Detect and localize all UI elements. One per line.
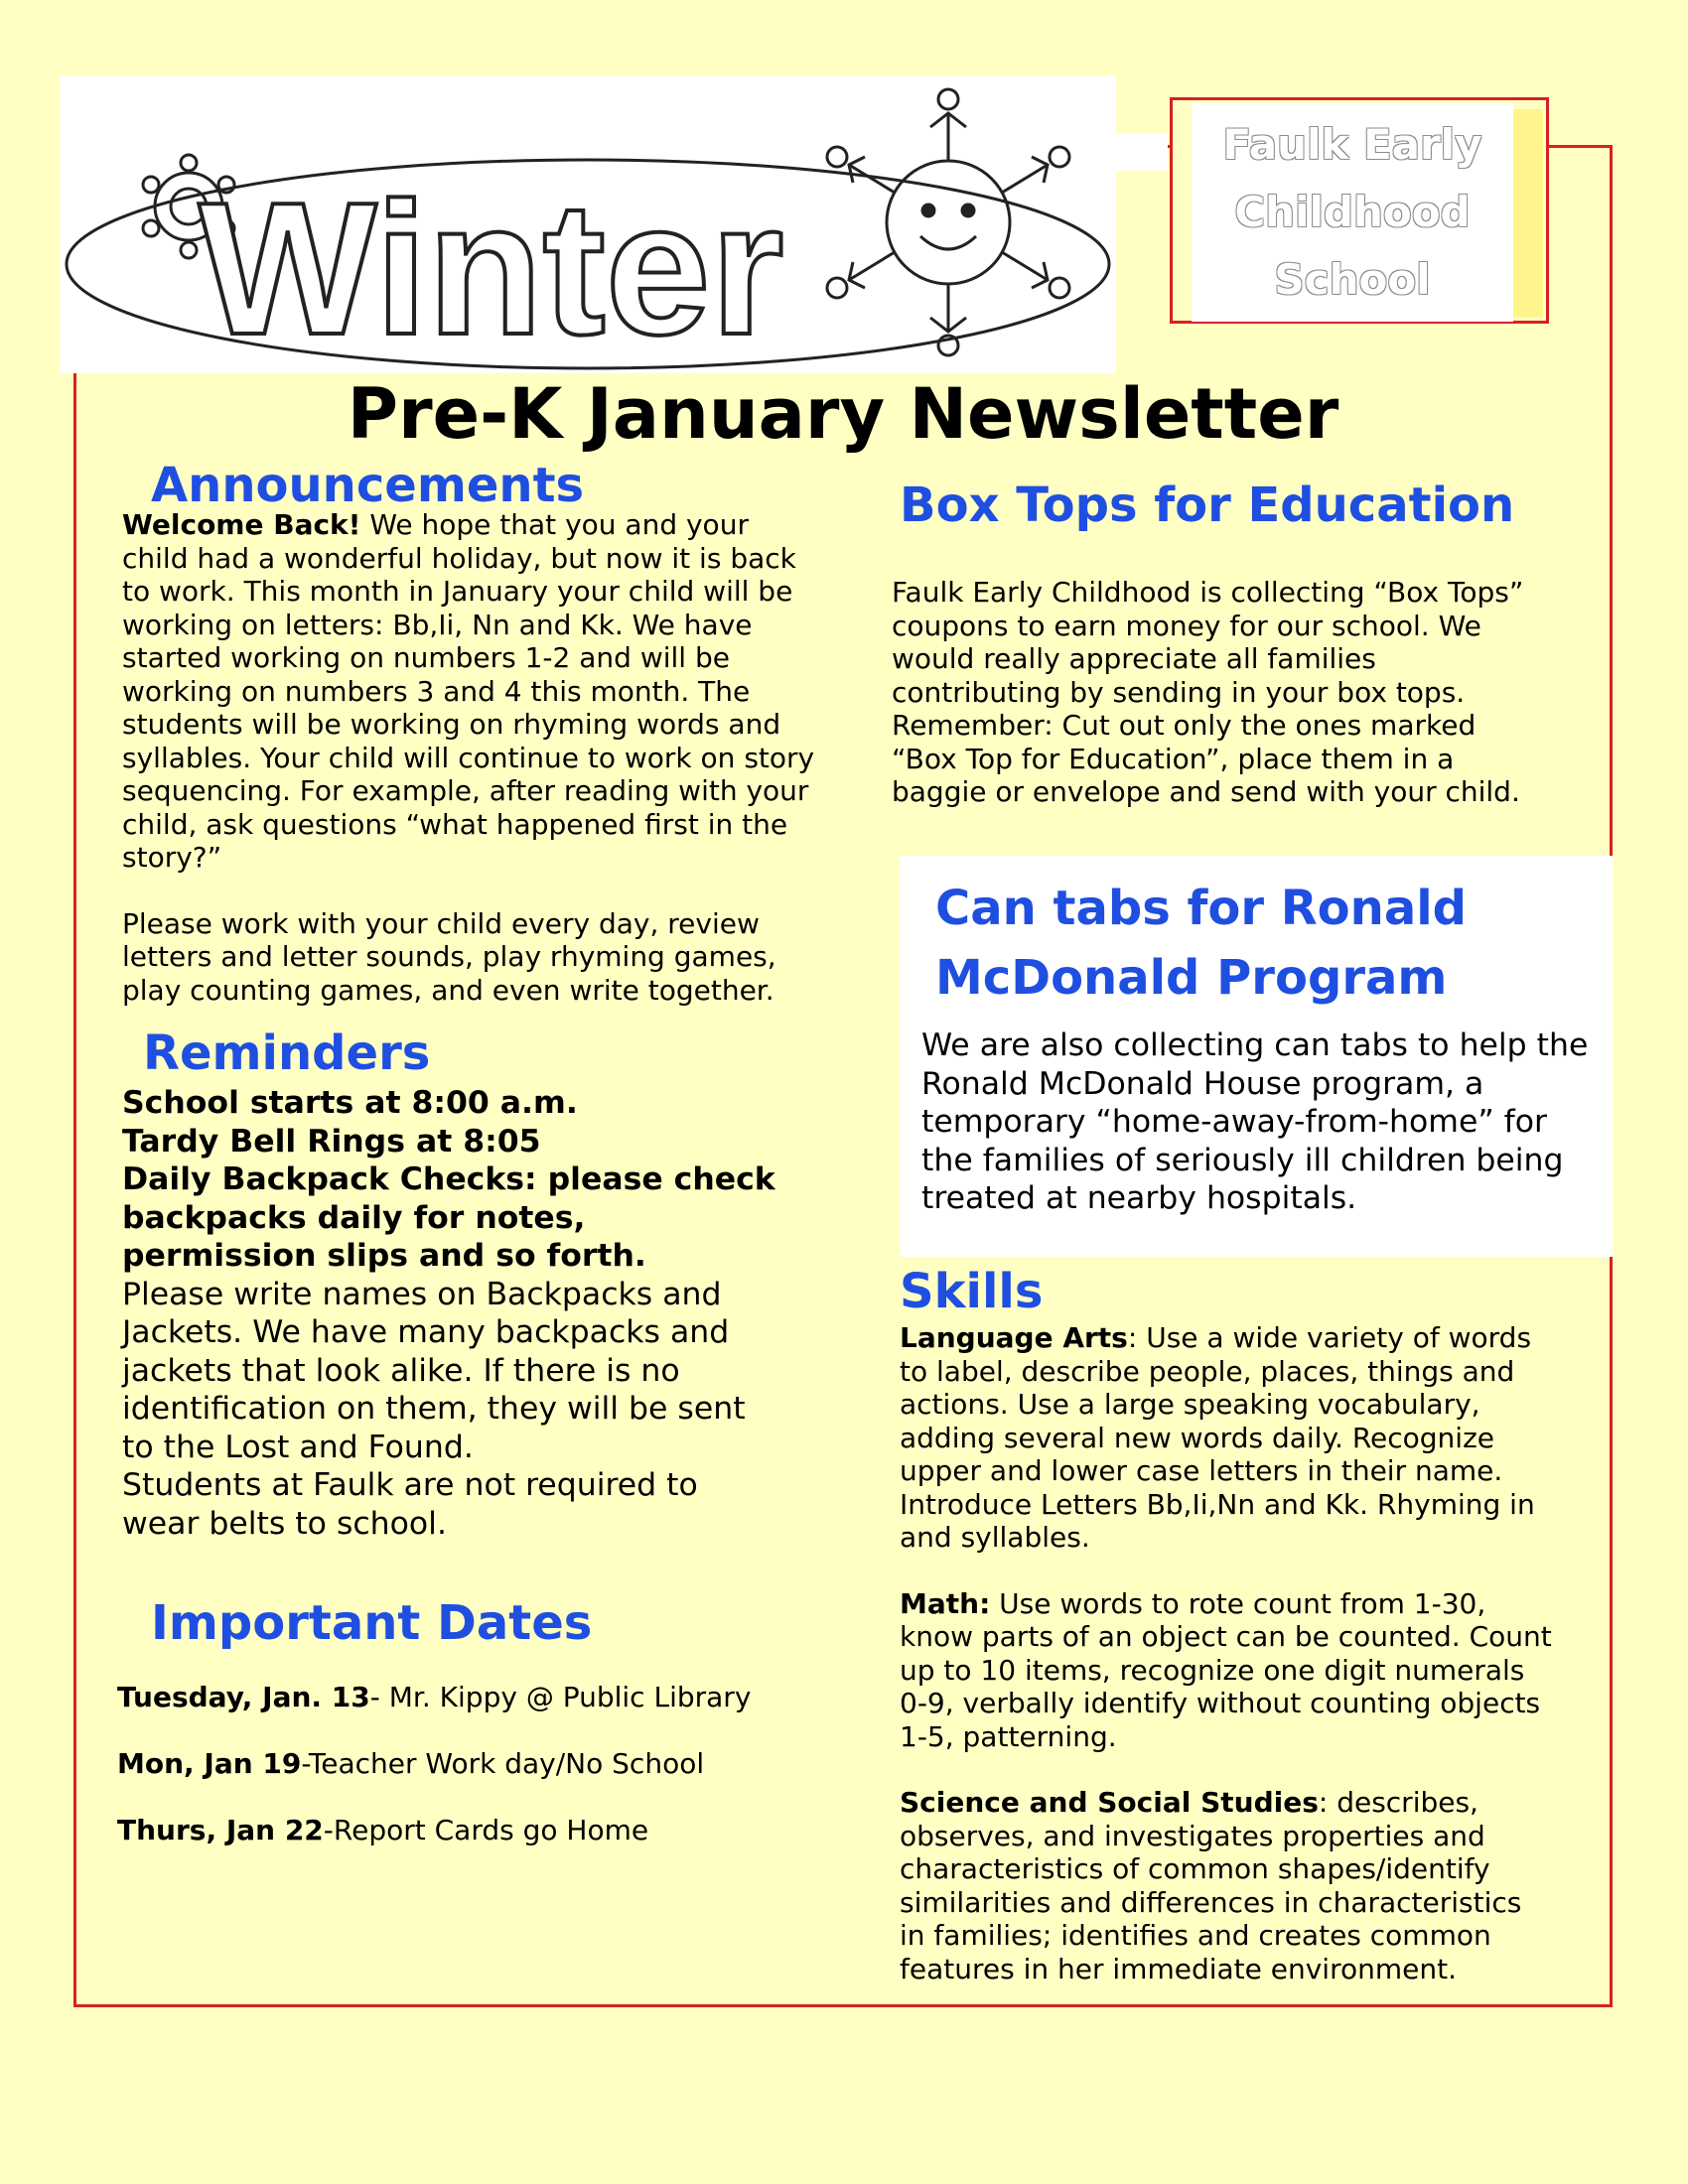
- skill-label: Language Arts: [900, 1321, 1128, 1354]
- announcements-para-1: [122, 508, 817, 875]
- important-dates-heading: Important Dates: [151, 1595, 593, 1651]
- skill-label: Science and Social Studies: [900, 1786, 1319, 1819]
- skill-text: Use words to rote count from 1-30, know parts of an object can be counted. Count up to 10 items, recognize one digit numerals 0-9, verbally identify without counting objects 1-5, patterning.: [900, 1586, 1552, 1753]
- date-text: -Report Cards go Home: [323, 1814, 649, 1846]
- date-item: [117, 1811, 751, 1850]
- winter-banner-art: [60, 75, 1116, 373]
- can-tabs-heading: [935, 874, 1467, 1013]
- can-tabs-body: We are also collecting can tabs to help the Ronald McDonald House program, a temporary “home-away-from-home” for the families of seriously ill children being treated at nearby hospitals.: [921, 1027, 1589, 1216]
- skill-label: Math:: [900, 1586, 991, 1620]
- announcements-lead-text: We hope that you and your child had a wonderful holiday, but now it is back to work. This month in January your child will be working on letters: Bb,Ii, Nn and Kk. We have started working on numbers 1-2 and will be working on numbers 3 and 4 this month. The students will be working on rhyming words and syllables. Your child will continue to work on story sequencing. For example, after reading with your child, ask questions “what happened first in the story?”: [122, 508, 815, 874]
- announcements-heading: Announcements: [151, 458, 585, 513]
- reminder-school-start: School starts at 8:00 a.m.: [122, 1085, 578, 1121]
- school-name-line-1: Faulk Early: [1222, 120, 1482, 169]
- important-dates-list: [117, 1678, 751, 1850]
- skill-text: : Use a wide variety of words to label, describe people, places, things and actions. Use a large speaking vocabulary, adding several new words daily. Recognize upper and lower case letters in their name. Introduce Letters Bb,Ii,Nn and Kk. Rhyming in and syllables.: [900, 1321, 1535, 1554]
- reminder-names-on-backpacks: Please write names on Backpacks and Jackets. We have many backpacks and jackets that look alike. If there is no identification on them, they will be sent to the Lost and Found.: [122, 1276, 746, 1465]
- date-item: [117, 1678, 751, 1717]
- skill-language-arts: [900, 1321, 1555, 1555]
- date-text: -Teacher Work day/No School: [301, 1747, 705, 1780]
- winter-word: Winter: [199, 164, 784, 373]
- reminder-belts: Students at Faulk are not required to wear belts to school.: [122, 1467, 698, 1542]
- reminders-body: [122, 1084, 777, 1543]
- reminder-tardy-bell: Tardy Bell Rings at 8:05: [122, 1123, 541, 1160]
- date-item: [117, 1744, 751, 1784]
- smiling-snowflake-icon: [827, 89, 1069, 355]
- winter-banner: [60, 75, 1116, 373]
- reminders-heading: Reminders: [143, 1025, 431, 1081]
- welcome-back-label: Welcome Back!: [122, 508, 361, 541]
- skill-science-social-studies: [900, 1786, 1555, 1985]
- banner-tab: [1116, 133, 1168, 171]
- box-tops-heading: Box Tops for Education: [900, 478, 1515, 533]
- can-tabs-heading-line-1: Can tabs for Ronald: [935, 881, 1468, 936]
- school-name-line-3: School: [1274, 255, 1431, 304]
- skill-math: [900, 1587, 1555, 1754]
- skills-heading: Skills: [900, 1264, 1044, 1319]
- school-name: [1192, 111, 1513, 314]
- date-text: - Mr. Kippy @ Public Library: [369, 1681, 752, 1713]
- announcements-para-2: Please work with your child every day, review letters and letter sounds, play rhyming games, play counting games, and even write together.: [122, 906, 776, 1007]
- date-label: Thurs, Jan 22: [117, 1814, 324, 1846]
- announcements-body: [122, 508, 817, 1007]
- date-label: Mon, Jan 19: [117, 1747, 302, 1780]
- school-name-line-2: Childhood: [1234, 188, 1471, 236]
- date-label: Tuesday, Jan. 13: [117, 1681, 370, 1713]
- reminder-backpack-checks: Daily Backpack Checks: please check backpacks daily for notes, permission slips and so forth.: [122, 1161, 775, 1274]
- skill-text: : describes, observes, and investigates properties and characteristics of common shapes/identify similarities and differences in characteristics in families; identifies and creates common features in her immediate environment.: [900, 1786, 1522, 1985]
- box-tops-body: Faulk Early Childhood is collecting “Box Tops” coupons to earn money for our school. We would really appreciate all families contributing by sending in your box tops. Remember: Cut out only the ones marked “Box Top for Education”, place them in a baggie or envelope and send with your child.: [892, 576, 1524, 808]
- skills-body: [900, 1321, 1555, 1985]
- page-title: Pre-K January Newsletter: [347, 373, 1339, 455]
- can-tabs-heading-line-2: McDonald Program: [935, 950, 1448, 1006]
